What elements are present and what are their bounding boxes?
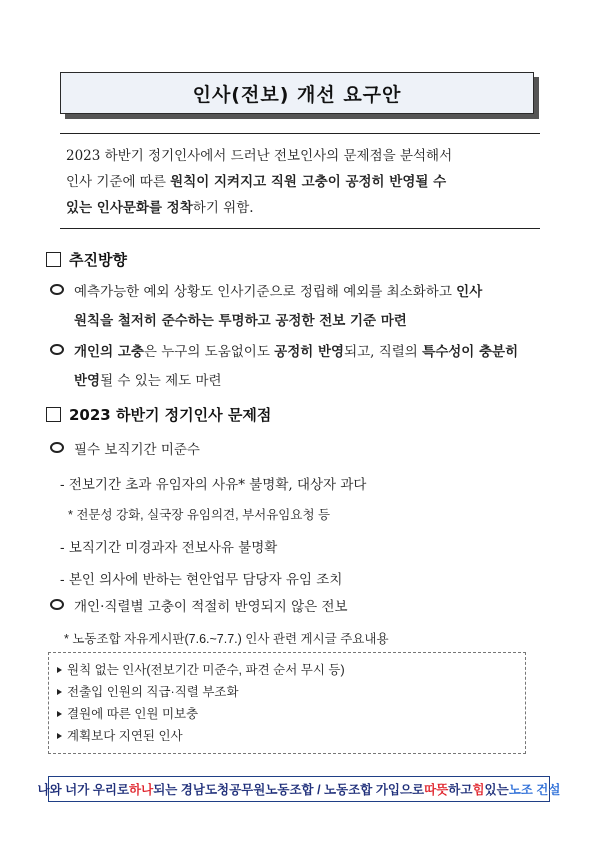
slogan-part: 하고 [448, 783, 473, 797]
slogan-highlight: 노조 건설 [508, 783, 561, 797]
notice-box [48, 652, 526, 754]
slogan-part: 되는 경남도청공무원노동조합 / 노동조합 가입으로 [153, 783, 425, 797]
problem-dash-3: - 본인 의사에 반하는 현안업무 담당자 유임 조치 [60, 572, 343, 588]
triangle-bullet-icon [57, 667, 62, 673]
problem-sub-1-text: 필수 보직기간 미준수 [74, 442, 200, 458]
checkbox-icon [46, 252, 61, 267]
item-bold: 특수성이 충분히 [422, 344, 519, 360]
notice-item-text: 결원에 따른 인원 미보충 [67, 707, 199, 721]
item-bold: 공정히 반영 [274, 344, 345, 360]
intro-paragraph [60, 133, 540, 229]
section-heading-problems [46, 404, 271, 425]
problem-dash-1: - 전보기간 초과 유임자의 사유* 불명확, 대상자 과다 [60, 477, 367, 493]
circle-bullet-icon [50, 442, 64, 453]
problem-note-1: * 전문성 강화, 실국장 유임의견, 부서유임요청 등 [68, 508, 331, 522]
notice-item [57, 703, 517, 725]
checkbox-icon [46, 407, 61, 422]
notice-item-text: 계획보다 지연된 인사 [67, 729, 183, 743]
item-text: 은 누구의 도움없이도 [143, 344, 275, 360]
item-bold: 개인의 고충 [74, 344, 144, 360]
intro-line-2-text: 인사 기준에 따른 [66, 174, 171, 190]
notice-item-text: 원칙 없는 인사(전보기간 미준수, 파견 순서 무시 등) [67, 663, 345, 677]
union-slogan-footer [37, 776, 561, 802]
notice-item [57, 725, 517, 747]
circle-bullet-icon [50, 284, 64, 295]
slogan-highlight: 하나 [129, 783, 154, 797]
slogan-highlight: 힘 [472, 783, 485, 797]
circle-bullet-icon [50, 599, 64, 610]
slogan-part: 있는 [484, 783, 509, 797]
title-box [60, 72, 534, 114]
problem-sub-2 [50, 593, 560, 622]
notice-item [57, 681, 517, 703]
slogan-part: 나와 너가 우리로 [37, 783, 130, 797]
item-text: 예측가능한 예외 상황도 인사기준으로 정립해 예외를 최소화하고 [74, 284, 457, 300]
intro-line-3-text: 하기 위함. [192, 200, 254, 216]
item-bold: 인사 [456, 284, 483, 300]
direction-item-1 [50, 278, 560, 336]
intro-line-3 [66, 195, 534, 221]
intro-line-3-bold: 있는 인사문화를 정착 [66, 200, 193, 216]
problem-dash-2: - 보직기간 미경과자 전보사유 불명확 [60, 540, 278, 556]
item-text: 되고, 직렬의 [344, 344, 423, 360]
direction-item-1-text [74, 278, 482, 336]
triangle-bullet-icon [57, 711, 62, 717]
document-title: 인사(전보) 개선 요구안 [192, 83, 402, 106]
circle-bullet-icon [50, 344, 64, 355]
direction-item-2 [50, 338, 560, 396]
problem-note-2: * 노동조합 자유게시판(7.6.~7.7.) 인사 관련 게시글 주요내용 [64, 632, 389, 646]
problem-sub-1 [50, 436, 560, 465]
notice-item [57, 659, 517, 681]
triangle-bullet-icon [57, 689, 62, 695]
intro-line-2-bold: 원칙이 지켜지고 직원 고충이 공정히 반영될 수 [170, 174, 447, 190]
intro-line-2 [66, 169, 534, 195]
slogan-highlight: 따뜻 [424, 783, 449, 797]
section-heading-text: 추진방향 [69, 251, 127, 269]
item-text: 될 수 있는 제도 마련 [100, 373, 222, 389]
section-heading-direction [46, 249, 127, 270]
intro-line-1: 2023 하반기 정기인사에서 드러난 전보인사의 문제점을 분석해서 [66, 148, 453, 164]
direction-item-2-text [74, 338, 518, 396]
item-bold: 원칙을 철저히 준수하는 투명하고 공정한 전보 기준 마련 [74, 313, 407, 329]
problem-sub-2-text: 개인·직렬별 고충이 적절히 반영되지 않은 전보 [74, 599, 348, 615]
notice-item-text: 전출입 인원의 직급·직렬 부조화 [67, 685, 239, 699]
triangle-bullet-icon [57, 733, 62, 739]
section-heading-text: 2023 하반기 정기인사 문제점 [69, 406, 272, 424]
item-bold: 반영 [74, 373, 101, 389]
